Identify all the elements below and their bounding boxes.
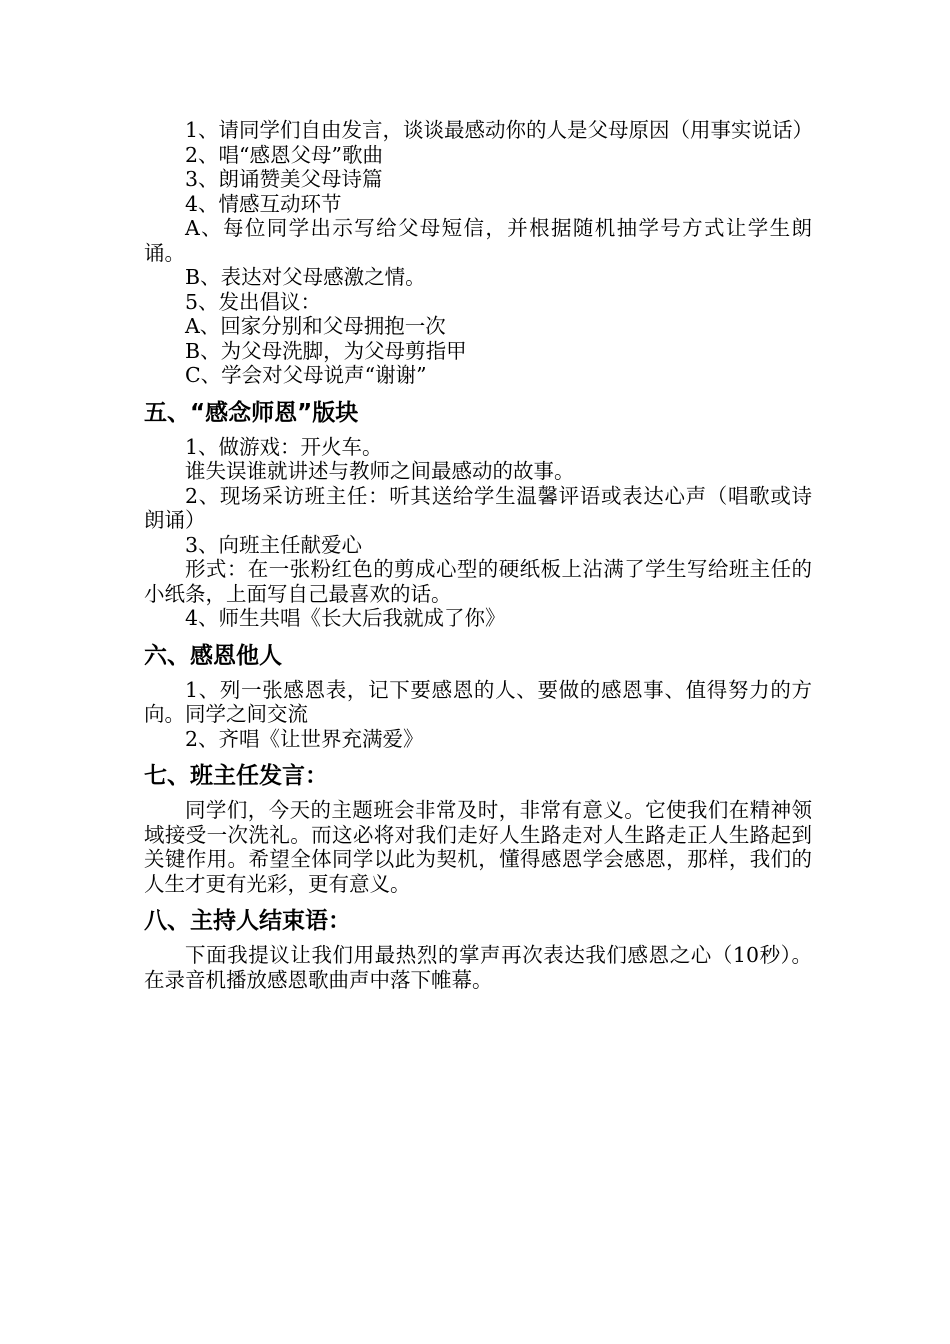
paragraph: 3、朗诵赞美父母诗篇 bbox=[185, 167, 383, 191]
paragraph: C、学会对父母说声“谢谢” bbox=[185, 363, 427, 387]
paragraph: 2、现场采访班主任：听其送给学生温馨评语或表达心声（唱歌或诗朗诵） bbox=[144, 483, 812, 532]
document-page bbox=[144, 118, 812, 992]
paragraph: 1、请同学们自由发言，谈谈最感动你的人是父母原因（用事实说话） bbox=[185, 118, 814, 142]
paragraph: 4、师生共唱《长大后我就成了你》 bbox=[185, 606, 506, 630]
paragraph: 3、向班主任献爱心 bbox=[185, 532, 363, 557]
paragraph: B、表达对父母感激之情。 bbox=[185, 265, 426, 289]
paragraph: 2、唱“感恩父母”歌曲 bbox=[185, 142, 384, 167]
paragraph: 1、做游戏：开火车。 bbox=[185, 434, 383, 459]
paragraph: 下面我提议让我们用最热烈的掌声再次表达我们感恩之心（10秒）。在录音机播放感恩歌曲声中落下帷幕。 bbox=[144, 943, 812, 992]
paragraph: 1、列一张感恩表，记下要感恩的人、要做的感恩事、值得努力的方向。同学之间交流 bbox=[144, 677, 812, 726]
paragraph: B、为父母洗脚，为父母剪指甲 bbox=[185, 338, 467, 363]
paragraph: A、每位同学出示写给父母短信，并根据随机抽学号方式让学生朗诵。 bbox=[144, 216, 812, 265]
section-heading-7: 七、班主任发言： bbox=[144, 763, 328, 789]
section-heading-6: 六、感恩他人 bbox=[144, 642, 282, 669]
paragraph: 5、发出倡议： bbox=[185, 289, 322, 314]
section-heading-8: 八、主持人结束语： bbox=[144, 908, 351, 934]
paragraph: 2、齐唱《让世界充满爱》 bbox=[185, 726, 424, 751]
paragraph: 同学们，今天的主题班会非常及时，非常有意义。它使我们在精神领域接受一次洗礼。而这必将对我们走好人生路走对人生路走正人生路起到关键作用。希望全体同学以此为契机，懂得感恩学会感恩，那样，我们的人生才更有光彩，更有意义。 bbox=[144, 798, 812, 896]
section-heading-5: 五、“感念师恩”版块 bbox=[144, 399, 359, 426]
paragraph: 形式：在一张粉红色的剪成心型的硬纸板上沾满了学生写给班主任的小纸条，上面写自己最喜欢的话。 bbox=[144, 557, 812, 606]
paragraph: 谁失误谁就讲述与教师之间最感动的故事。 bbox=[185, 459, 575, 483]
paragraph: A、回家分别和父母拥抱一次 bbox=[185, 314, 446, 338]
paragraph: 4、情感互动环节 bbox=[185, 191, 342, 216]
